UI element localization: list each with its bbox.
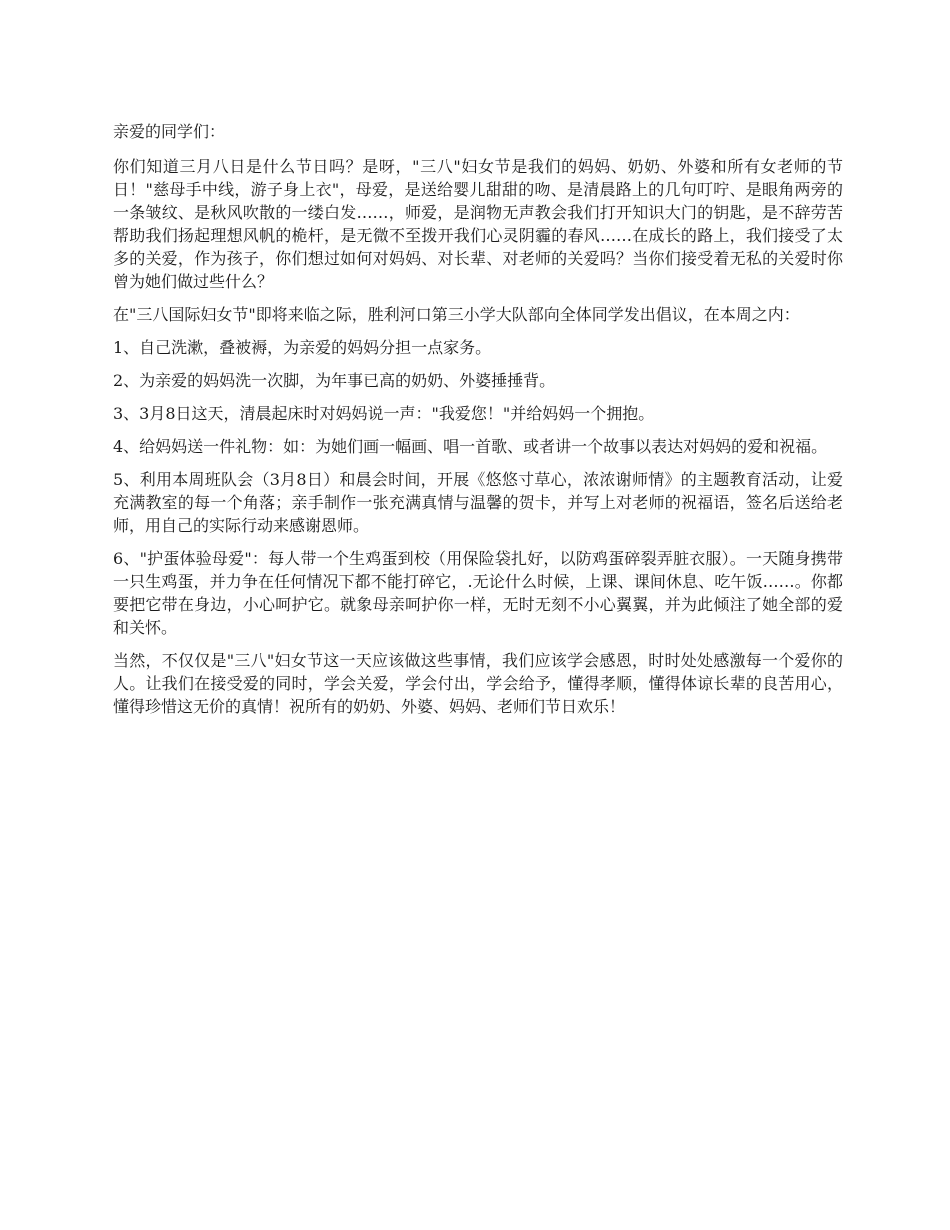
- proposal-paragraph: 在"三八国际妇女节"即将来临之际，胜利河口第三小学大队部向全体同学发出倡议，在本周之内：: [113, 305, 800, 324]
- proposal-item-1: 1、自己洗漱，叠被褥，为亲爱的妈妈分担一点家务。: [113, 338, 492, 357]
- proposal-item-3: 3、3月8日这天，清晨起床时对妈妈说一声："我爱您！"并给妈妈一个拥抱。: [113, 404, 655, 423]
- proposal-item-5: 5、利用本周班队会（3月8日）和晨会时间，开展《悠悠寸草心，浓浓谢师情》的主题教育活动，让爱充满教室的每一个角落；亲手制作一张充满真情与温馨的贺卡，并写上对老师的祝福语，签名后送给老师，用自己的实际行动来感谢恩师。: [113, 470, 843, 535]
- closing-paragraph: 当然，不仅仅是"三八"妇女节这一天应该做这些事情，我们应该学会感恩，时时处处感激每一个爱你的人。让我们在接受爱的同时，学会关爱，学会付出，学会给予，懂得孝顺，懂得体谅长辈的良苦用心，懂得珍惜这无价的真情！祝所有的奶奶、外婆、妈妈、老师们节日欢乐！: [113, 651, 843, 716]
- proposal-item-6: 6、"护蛋体验母爱"：每人带一个生鸡蛋到校（用保险袋扎好，以防鸡蛋碎裂弄脏衣服）。一天随身携带一只生鸡蛋，并力争在任何情况下都不能打碎它，.无论什么时候，上课、课间休息、吃午饭……。你都要把它带在身边，小心呵护它。就象母亲呵护你一样，无时无刻不小心翼翼，并为此倾注了她全部的爱和关怀。: [113, 549, 843, 637]
- proposal-item-4: 4、给妈妈送一件礼物：如：为她们画一幅画、唱一首歌、或者讲一个故事以表达对妈妈的爱和祝福。: [113, 437, 828, 456]
- intro-paragraph: 你们知道三月八日是什么节日吗？是呀，"三八"妇女节是我们的妈妈、奶奶、外婆和所有女老师的节日！"慈母手中线，游子身上衣"，母爱，是送给婴儿甜甜的吻、是清晨路上的几句叮咛、是眼角两旁的一条皱纹、是秋风吹散的一缕白发……，师爱，是润物无声教会我们打开知识大门的钥匙，是不辞劳苦帮助我们扬起理想风帆的桅杆，是无微不至拨开我们心灵阴霾的春风……在成长的路上，我们接受了太多的关爱，作为孩子，你们想过如何对妈妈、对长辈、对老师的关爱吗？当你们接受着无私的关爱时你曾为她们做过些什么？: [113, 157, 843, 291]
- greeting: 亲爱的同学们：: [113, 122, 226, 141]
- document-body: [113, 120, 843, 728]
- proposal-item-2: 2、为亲爱的妈妈洗一次脚，为年事已高的奶奶、外婆捶捶背。: [113, 371, 556, 390]
